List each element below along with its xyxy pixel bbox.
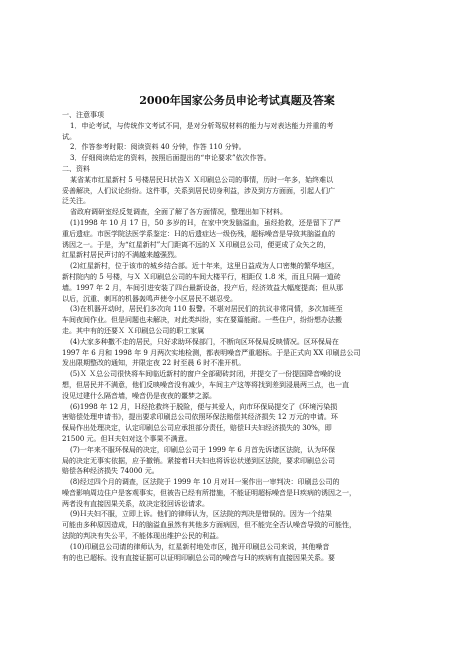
text-line: 以后，沉重、刺耳的机器轰鸣声使令小区居民不堪忍受。 <box>62 294 237 303</box>
text-line: 2．作答参考时限：阅读资料 40 分钟，作答 110 分钟。 <box>70 143 246 152</box>
text-line: 重后遗症。市医学院法医学系鉴定：Ｈ的后遗症达一级伤残，超标噪音是导致其脑溢血的 <box>62 229 335 238</box>
text-line: 诱因之一。于是，为“红星新村”大门距离不远的Ｘ Ｘ印刷总公司，便更成了众矢之的， <box>62 240 331 249</box>
text-line: (1)1998 年 10 月 17 日，50 多岁的Ｈ，在家中突发脑溢血，虽经抢救，还是留下了严 <box>70 218 341 227</box>
text-line: 某省某市红星新村 5 号楼居民Ｈ状告Ｘ Ｘ印刷总公司的事情，历时一年多，始终难以 <box>70 175 334 184</box>
document-text <box>52 110 422 563</box>
text-line: (7)一年来不服环保局的决定，印刷总公司于 1999 年 6 月首先诉诸区法院，认为环保 <box>70 445 336 454</box>
text-line: 红星新村居民声讨的不满越来越强烈。 <box>62 251 181 260</box>
text-line: 试。 <box>62 132 76 141</box>
text-line: 保局作出处理决定，认定印刷总公司应承担部分责任，赔偿Ｈ夫妇经济损失的 30%，即 <box>62 424 332 433</box>
text-line: (2)红星新村，位于该市的城乡结合部。近十年来，这里日益成为人口密集的繁华地区， <box>70 262 339 271</box>
text-line: 害赔偿处理申请书》，提出要求印刷总公司依照环保法赔偿其经济损失 12 万元的申请。环 <box>62 413 338 422</box>
text-line: 妥善解决，人们议论纷纷。这件事，关系到居民切身利益，涉及到方方面面，引起人们广 <box>62 186 335 195</box>
document-title: 2000年国家公务员申论考试真题及答案 <box>139 94 335 107</box>
text-line: 赔偿各种经济损失 74000 元。 <box>62 467 159 476</box>
text-line: (3)在机器开动时，居民们多次向 110 报警。不堪对居民们的抗议非常同情，多次加班至 <box>70 305 343 314</box>
text-line: 泛关注。 <box>62 197 90 206</box>
text-line: 可能由多种原因造成，Ｈ的脑溢血虽然有其他多方面病因，但不能完全否认噪音导致的可能性， <box>62 521 356 530</box>
text-line: 有的也已超标。没有直接证据可以证明印刷总公司的噪音与Ｈ的疾病有直接因果关系。要 <box>62 553 335 562</box>
text-line: 走。其中有的还要Ｘ Ｘ印刷总公司的职工家属 <box>62 326 205 335</box>
text-line: 1．申论考试，与传统作文考试不同，是对分析驾驭材料的能力与对表达能力并重的考 <box>70 121 334 130</box>
text-line: (10)印刷总公司请的律师认为，红星新村地处市区，抛开印刷总公司来说，其他噪音 <box>70 542 330 551</box>
text-line: (6)1998 年 12 月，Ｈ经抢救终于脱险，便与其爱人，向市环保局提交了《环境污染损 <box>70 402 338 411</box>
text-line: 二、资料 <box>62 164 90 173</box>
text-line: (9)Ｈ夫妇不服，立即上诉。他们的律师认为，区法院的判决是错误的。因为一个结果 <box>70 510 332 519</box>
text-line: 车间夜间作业。但是问题也未解决，对此类纠纷，实在要篇能耐。一些住户，纷纷想办法搬 <box>62 316 342 325</box>
text-line: 3．仔细阅读给定的资料，按照后面提出的“申论要求”依次作答。 <box>70 154 271 163</box>
text-line: 省政府调研室经反复调查，全面了解了各方面情况，整理出如下材料。 <box>70 208 287 217</box>
text-line: 墙。1997 年 2 月，车间引进安装了四台最新设备，投产后，经济效益大幅度提高；但从那 <box>62 283 343 292</box>
text-line: 21500 元。但Ｈ夫妇对这个事果不满意。 <box>62 434 192 443</box>
text-line: 想，但居民并不满意，他们反映噪音没有减少，车间主产这等将找到差到浸晨两三点，也一直 <box>62 380 349 389</box>
text-line: (4)大家多种撒不走的居民，只好求助环保部门，不断向区环保局反映情况。区环保局在 <box>70 337 339 346</box>
text-line: (8)经过四个月的调查，区法院于 1999 年 10 月对Ｈ一案作出一审判决：印刷总公司的 <box>70 478 340 487</box>
text-line: 噪音影响周边住户是客观事实，但被告已经有所措施，不能证明超标噪音是Ｈ疾病的诱因之一， <box>62 488 356 497</box>
document-body <box>52 94 422 563</box>
text-line: 1997 年 6 月和 1998 年 9 月两次实地检测，都表明噪音严重超标。于是正式向 XX 印刷总公司 <box>62 348 361 357</box>
text-line: 局的决定无事实依据，应予撤销。紧接着Ｈ夫妇也将诉讼状递到区法院，要求印刷总公司 <box>62 456 335 465</box>
text-line: 法院的判决有失公平，不能体现出维护公民的利益。 <box>62 532 223 541</box>
text-line: 一、注意事项 <box>62 111 104 119</box>
text-line: 发出限期整改的通知，并限定夜 22 时至晨 6 时不准开机。 <box>62 359 246 368</box>
text-line: 两者没有直接因果关系，故决定驳回诉讼请求。 <box>62 499 209 508</box>
text-line: (5)Ｘ Ｘ总公司很快将车间临近新村的窗户全部砌砖封闭，并提交了一份提国降音噪的设 <box>70 370 342 379</box>
text-line: 没见过建什么隔音墙，噪音仍是夜夜的噩梦之源。 <box>62 391 216 400</box>
text-line: 新村院内的 5 号楼，与Ｘ Ｘ印刷总公司的车间大楼平行，相距仅 1.8 米，而且只隔一道砖 <box>62 272 341 281</box>
